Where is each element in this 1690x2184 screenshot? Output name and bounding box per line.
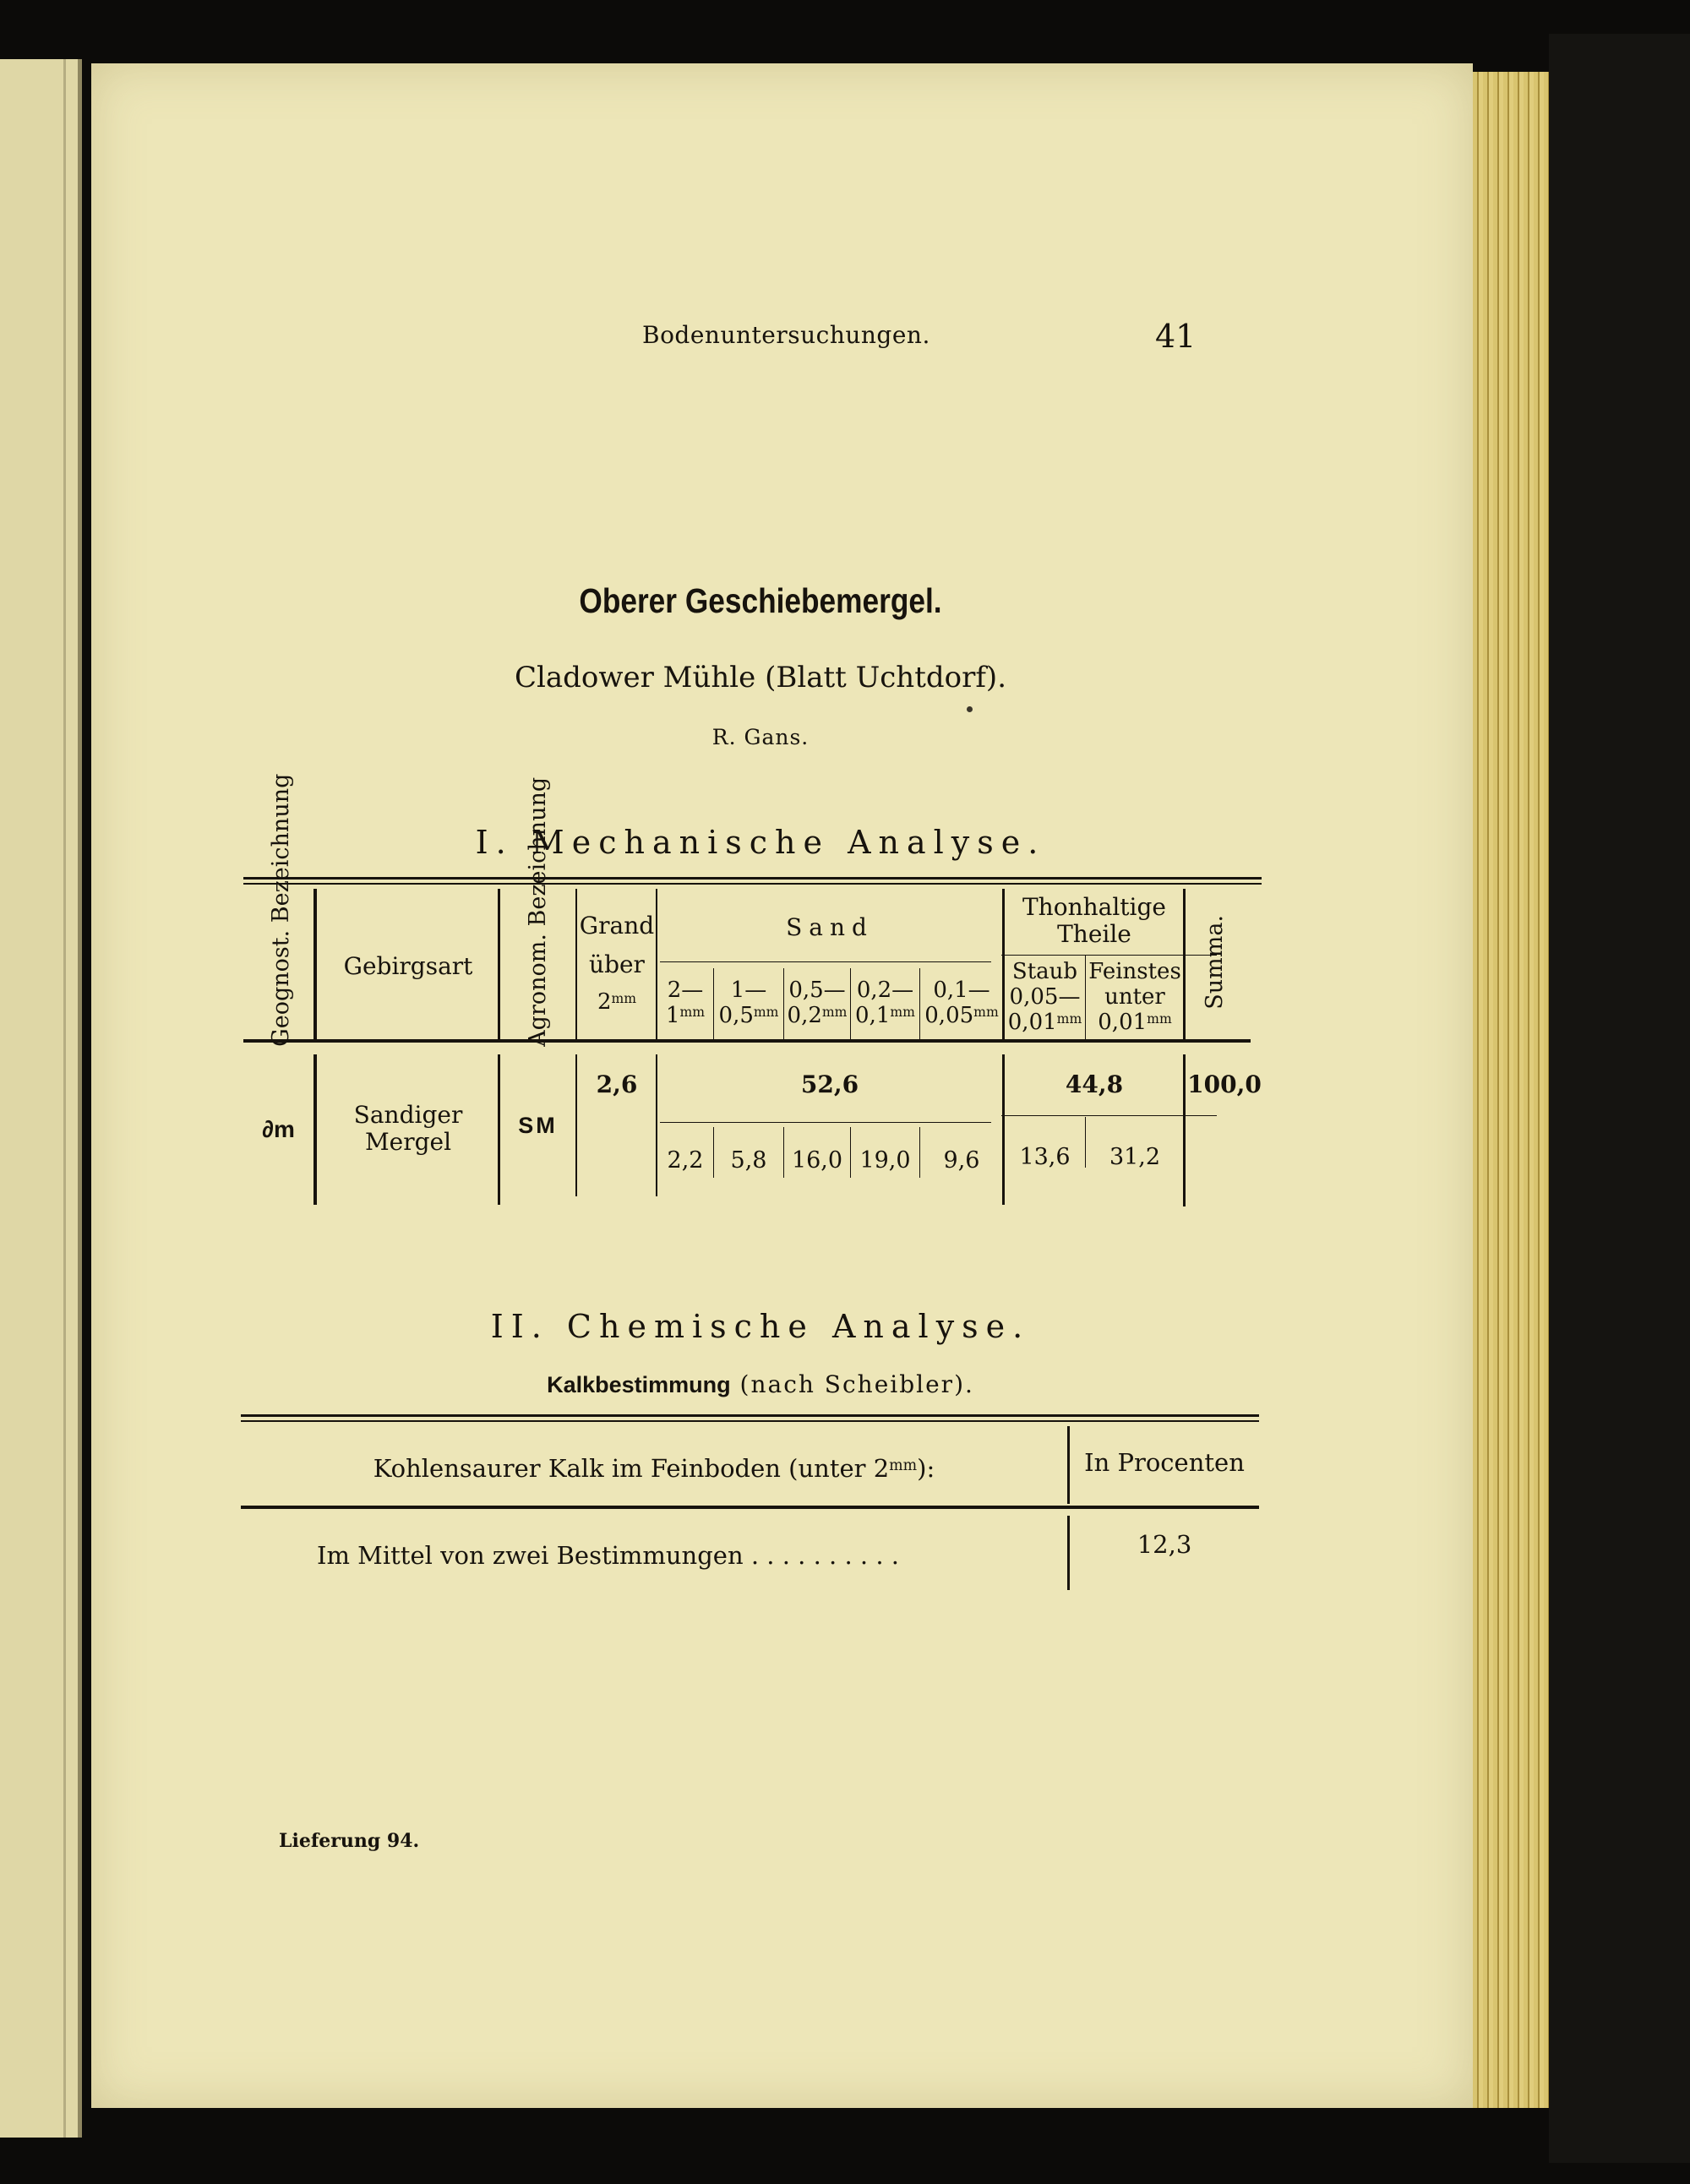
header-sand-col-4: 0,2— $0,1^{mm}$ [855, 978, 915, 1028]
cell-feinstes: 31,2 [1109, 1144, 1161, 1170]
header-staub: Staub 0,05— $0,01^{mm}$ [1007, 959, 1082, 1035]
cell-geognost: ∂m [262, 1116, 295, 1142]
cell-sand-1: 2,2 [667, 1147, 704, 1174]
cell-sand-total: 52,6 [800, 1070, 859, 1098]
cell-thon-total: 44,8 [1065, 1070, 1124, 1098]
section-heading-mechanical: I. Mechanische Analyse. [475, 824, 1046, 861]
left-page-edge [0, 59, 82, 2138]
kalkbestimmung-subheading: Kalkbestimmung (nach Scheibler). [547, 1370, 974, 1398]
cell-summa: 100,0 [1187, 1070, 1262, 1098]
table2-header-left: Kohlensaurer Kalk im Feinboden (unter $2^{mm}$): [373, 1454, 935, 1483]
header-agronom: Agronom. Bezeichnung [525, 776, 552, 1047]
header-sand-col-2: 1— $0,5^{mm}$ [718, 978, 779, 1028]
cell-sand-2: 5,8 [730, 1147, 767, 1174]
cell-sand-3: 16,0 [791, 1147, 843, 1174]
header-summa: Summa. [1202, 914, 1229, 1010]
cell-staub: 13,6 [1019, 1144, 1071, 1170]
page-edges [1473, 72, 1549, 2108]
page-title: Oberer Geschiebemergel. [579, 581, 942, 620]
page-speck [967, 706, 973, 712]
header-geognost: Geognost. Bezeichnung [268, 773, 295, 1047]
book-cover [1549, 34, 1690, 2163]
header-sand-col-1: 2— $1^{mm}$ [665, 978, 706, 1028]
location-subtitle: Cladower Mühle (Blatt Uchtdorf). [514, 661, 1007, 694]
header-thonhaltige: Thonhaltige Theile [1022, 893, 1166, 949]
header-sand-col-5: 0,1— $0,05^{mm}$ [924, 978, 999, 1028]
cell-sand-5: 9,6 [943, 1147, 980, 1174]
header-grand-ueber: über [589, 950, 645, 978]
author-line: R. Gans. [711, 725, 810, 749]
table2-header-right: In Procenten [1084, 1448, 1245, 1477]
header-bottom-rule [243, 1039, 1251, 1043]
sand-subheader-rule [660, 961, 991, 962]
table-top-rule-2 [243, 883, 1262, 885]
table2-header-rule [241, 1506, 1259, 1509]
footer-lieferung: Lieferung 94. [279, 1830, 420, 1852]
header-feinstes: Feinstes unter $0,01^{mm}$ [1088, 959, 1181, 1035]
section-heading-chemical: II. Chemische Analyse. [490, 1308, 1031, 1345]
table2-row-value: 12,3 [1137, 1530, 1192, 1559]
header-grand: Grand [579, 912, 655, 940]
running-head: Bodenuntersuchungen. [642, 321, 930, 349]
header-gebirgsart: Gebirgsart [343, 952, 473, 980]
sand-data-divider [660, 1122, 991, 1123]
cell-grand: 2,6 [596, 1070, 638, 1098]
page-number: 41 [1155, 318, 1197, 355]
table2-top-rule [241, 1414, 1259, 1417]
table2-row-label: Im Mittel von zwei Bestimmungen . . . . . . . . . . [317, 1541, 900, 1570]
table-top-rule [243, 877, 1262, 880]
chemical-analysis-table [241, 1411, 1259, 1593]
header-sand: Sand [786, 913, 874, 941]
header-sand-col-3: 0,5— $0,2^{mm}$ [787, 978, 848, 1028]
cell-gebirgsart: Sandiger Mergel [353, 1101, 463, 1157]
cell-sand-4: 19,0 [859, 1147, 911, 1174]
header-grand-size: $2^{mm}$ [597, 989, 637, 1015]
cell-agronom: SM [518, 1113, 558, 1138]
table2-top-rule-2 [241, 1420, 1259, 1422]
